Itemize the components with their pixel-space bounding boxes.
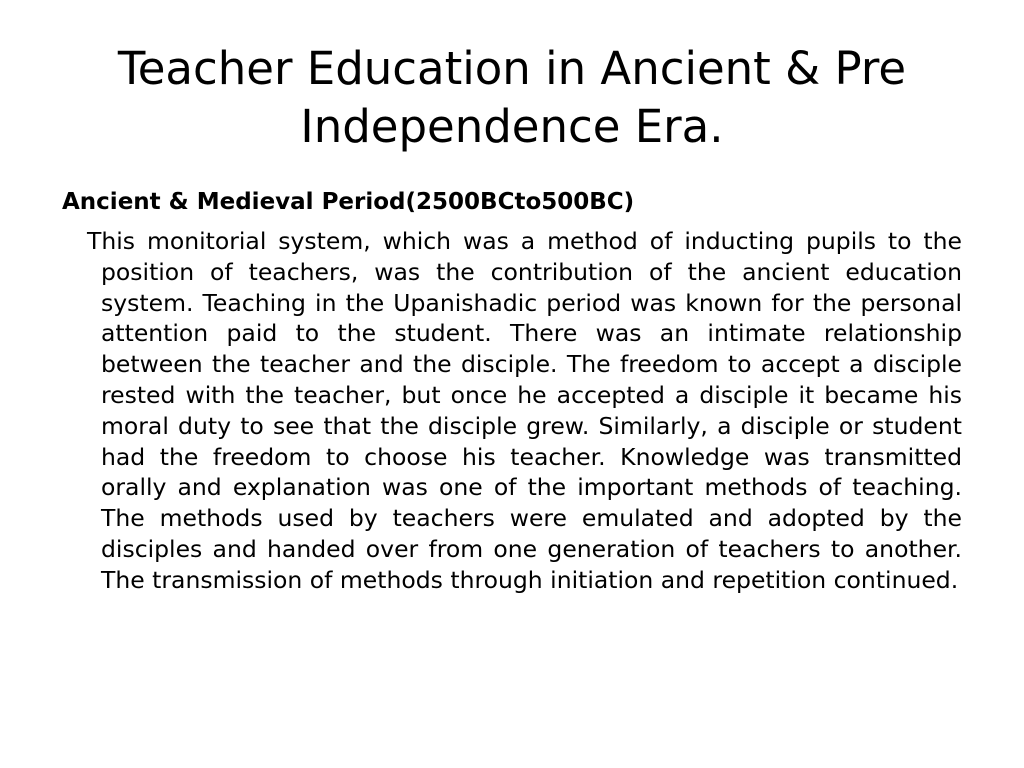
slide-title: Teacher Education in Ancient & Pre Independence Era. — [117, 42, 907, 153]
section-heading: Ancient & Medieval Period(2500BCto500BC) — [62, 189, 635, 215]
body-paragraph: This monitorial system, which was a method of inducting pupils to the position of teachers, was the contribution of the ancient education system. Teaching in the Upanishadic period was known for the personal attention paid to the student. There was an intimate relationship between the teacher and the disciple. The freedom to accept a disciple rested with the teacher, but once he accepted a disciple it became his moral duty to see that the disciple grew. Similarly, a disciple or student had the freedom to choose his teacher. Knowledge was transmitted orally and explanation was one of the important methods of teaching. The methods used by teachers were emulated and adopted by the disciples and handed over from one generation of teachers to another. The transmission of methods through initiation and repetition continued. — [87, 227, 962, 594]
